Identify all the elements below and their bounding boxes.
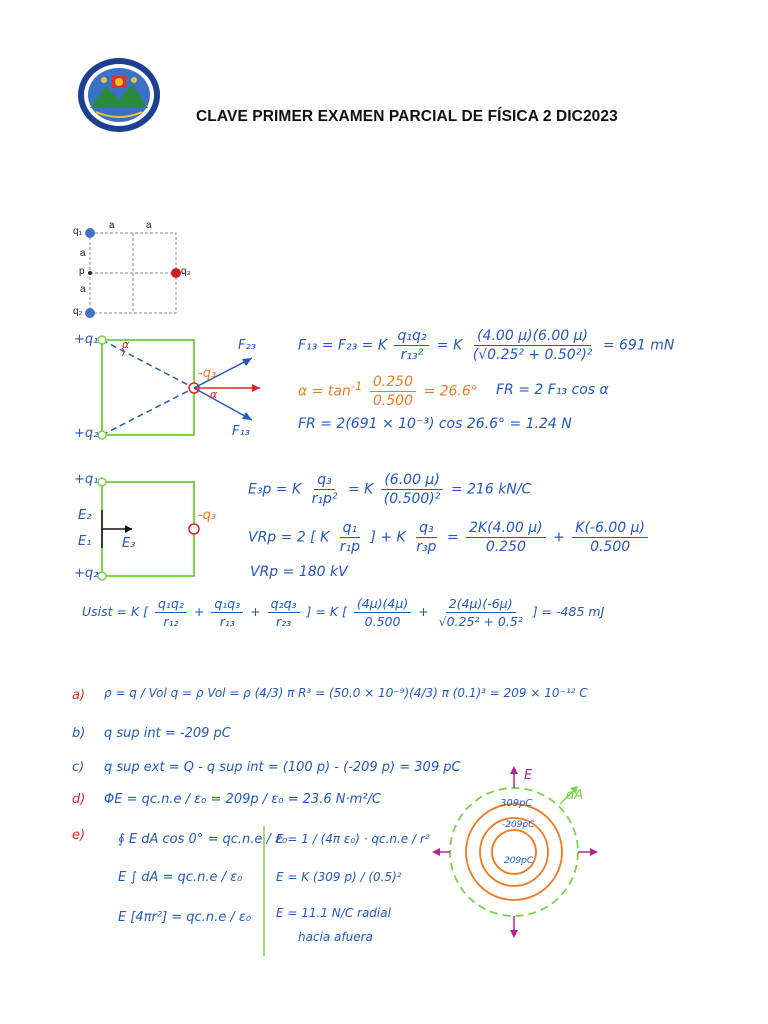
eq-usist-result: ] = -485 mJ: [532, 604, 605, 619]
eq-vrp-num3: 2K(4.00 μ): [466, 520, 546, 538]
part-e-eq1: ∮ E dA cos 0° = qc.n.e / ε₀: [118, 832, 288, 847]
eq-usist-k: ] = K [: [306, 604, 347, 619]
fig3-q1: +q₁: [74, 472, 99, 487]
part-c-label: c): [72, 760, 85, 775]
fig2-alpha2: α: [210, 388, 218, 401]
part-e-eq5: E = K (309 p) / (0.5)²: [276, 870, 402, 884]
part-b-eq: q sup int = -209 pC: [104, 726, 231, 741]
eq-vrp-plus: +: [553, 529, 565, 546]
sphere-E-label: E: [524, 768, 533, 783]
eq-force-k: = K: [436, 337, 463, 354]
eq-force-lhs: F₁₃ = F₂₃ = K: [298, 337, 387, 354]
eq-force-num2: (4.00 μ)(6.00 μ): [474, 328, 591, 346]
q1-charge: [85, 228, 95, 238]
eq-vrp-num2: q₃: [416, 520, 437, 538]
eq-e3p-k: = K: [347, 481, 374, 498]
part-c-eq: q sup ext = Q - q sup int = (100 p) - (-209 p) = 309 pC: [104, 760, 461, 775]
eq-vrp-den4: 0.500: [590, 539, 631, 555]
eq-vrp: [248, 520, 651, 555]
label-a-left1: a: [80, 248, 86, 259]
eq-alpha: [298, 374, 478, 409]
fig2-F23: F₂₃: [238, 338, 256, 353]
part-a-label: a): [72, 688, 86, 703]
university-seal: [76, 56, 162, 134]
eq-e3p-den2: (0.500)²: [383, 491, 441, 507]
part-e-eq3: E [4πr²] = qc.n.e / ε₀: [118, 910, 252, 925]
eq-alpha-tan: α = tan: [298, 383, 351, 400]
eq-usist-d3: r₂₃: [276, 614, 292, 629]
eq-fr-result: FR = 2(691 × 10⁻³) cos 26.6° = 1.24 N: [298, 416, 572, 432]
eq-force-result: = 691 mN: [602, 337, 675, 354]
part-e-label: e): [72, 828, 86, 843]
eq-fr-formula: FR = 2 F₁₃ cos α: [496, 382, 609, 398]
fig2-alpha1: α: [122, 338, 130, 351]
fig2-q3: -q₃: [198, 366, 217, 381]
eq-vrp-den1: r₁p: [339, 539, 360, 555]
q3-charge: [171, 268, 181, 278]
eq-e3p-lhs: E₃p = K: [248, 481, 302, 498]
eq-e3p-den: r₁p²: [311, 491, 338, 507]
eq-vrp-result: VRp = 180 kV: [250, 564, 348, 580]
eq-vrp-lhs: VRp = 2 [ K: [248, 529, 330, 546]
label-q1: q₁: [73, 226, 82, 237]
eq-alpha-result: = 26.6°: [423, 383, 478, 400]
eq-usist-n2: q₁q₃: [211, 596, 243, 613]
part-d-eq: ΦE = qc.n.e / ε₀ = 209p / ε₀ = 23.6 N·m²/C: [104, 792, 381, 807]
fig3-E1: E₁: [78, 534, 92, 549]
eq-e3p: [248, 472, 531, 507]
eq-e3p-num: q₃: [314, 472, 335, 490]
eq-usist-d2: r₁₃: [219, 614, 235, 629]
fig2-q1: +q₁: [74, 332, 99, 347]
eq-force-num: q₁q₂: [394, 328, 429, 346]
eq-alpha-exp: -1: [350, 378, 363, 393]
label-a-top2: a: [146, 220, 152, 231]
fig3-q3: -q₃: [198, 508, 217, 523]
eq-force-den: r₁₃²: [400, 347, 424, 363]
eq-usist-lhs: Usist = K [: [82, 604, 149, 619]
part-d-label: d): [72, 792, 86, 807]
fig2-q2: +q₂: [74, 426, 99, 441]
eq-usist-d4: 0.500: [364, 614, 401, 629]
part-a-eq: ρ = q / Vol q = ρ Vol = ρ (4/3) π R³ = (50.0 × 10⁻⁹)(4/3) π (0.1)³ = 209 × 10⁻¹² C: [104, 686, 588, 700]
label-q2: q₂: [73, 306, 83, 317]
sphere-inner-charge: 209pC: [504, 856, 534, 866]
eq-usist-n4: (4μ)(4μ): [354, 596, 411, 613]
eq-force-den2: (√0.25² + 0.50²)²: [472, 347, 593, 363]
part-e-eq6: E = 11.1 N/C radial: [276, 906, 391, 920]
eq-vrp-num1: q₁: [340, 520, 361, 538]
part-b-label: b): [72, 726, 86, 741]
eq-force: [298, 328, 674, 363]
eq-vrp-den2: r₃p: [416, 539, 437, 555]
eq-usist-n1: q₁q₂: [155, 596, 187, 613]
label-q3: q₃: [181, 266, 191, 277]
q2-charge: [85, 308, 95, 318]
sphere-mid-charge: -209pC: [502, 820, 535, 830]
eq-usist-n3: q₂q₃: [268, 596, 300, 613]
fig3-q2: +q₂: [74, 566, 99, 581]
eq-e3p-result: = 216 kN/C: [450, 481, 532, 498]
eq-vrp-eq: =: [446, 529, 459, 546]
eq-usist-d1: r₁₂: [163, 614, 179, 629]
eq-alpha-num: 0.250: [370, 374, 416, 392]
eq-alpha-den: 0.500: [372, 393, 413, 409]
eq-vrp-num4: K(-6.00 μ): [572, 520, 648, 538]
gauss-sphere-diagram: [430, 760, 610, 940]
eq-e3p-num2: (6.00 μ): [381, 472, 442, 490]
part-e-eq7: hacia afuera: [298, 930, 373, 944]
divider-line: [262, 826, 266, 956]
fig3-E2: E₂: [78, 508, 92, 523]
page-title: CLAVE PRIMER EXAMEN PARCIAL DE FÍSICA 2 DIC2023: [196, 108, 618, 125]
eq-usist-d5: √0.25² + 0.5²: [438, 614, 523, 629]
sphere-dA-label: dA: [566, 788, 584, 803]
eq-vrp-mid: ] + K: [370, 529, 406, 546]
p-point: [88, 271, 92, 275]
part-e-eq2: E ∫ dA = qc.n.e / ε₀: [118, 870, 243, 885]
fig3-E3: E₃: [122, 536, 136, 551]
part-e-eq4: E = 1 / (4π ε₀) · qc.n.e / r²: [276, 832, 430, 846]
label-p: p: [79, 266, 85, 277]
label-a-top1: a: [109, 220, 115, 231]
label-a-left2: a: [80, 284, 86, 295]
eq-usist-n5: 2(4μ)(-6μ): [446, 596, 516, 613]
fig2-F13: F₁₃: [232, 424, 250, 439]
eq-usist: Usist = K [ $\frac{\text{q₁q₂}}{\text{r₁₂}}$ + $\frac{\text{q₁q₃}}{\text{r₁₃}}$ + $\frac{\text{q₂q₃}}{\text{r₂₃}}$ ] = K [ $\frac{(4\mu)(4\mu)}{0.500}$ + $\frac{2(4\mu)(-6\mu)}{\text{√0.25² + 0.5²}}$ ] = -485 mJ: [82, 596, 605, 629]
eq-vrp-den3: 0.250: [485, 539, 526, 555]
sphere-outer-charge: 309pC: [500, 798, 533, 809]
